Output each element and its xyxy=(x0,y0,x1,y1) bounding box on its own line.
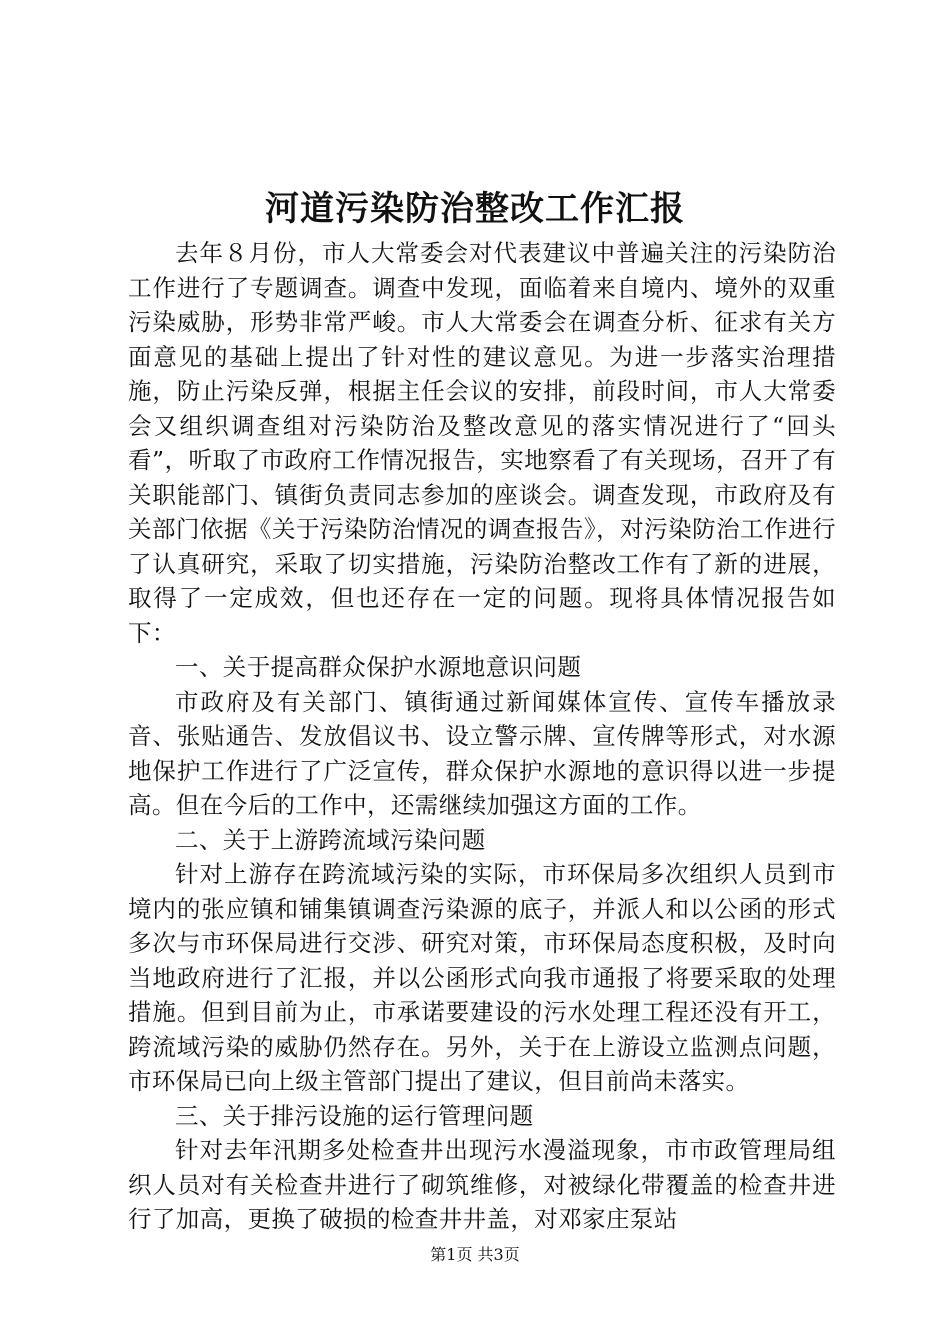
document-title: 河道污染防治整改工作汇报 xyxy=(265,189,685,229)
paragraph-section-3: 针对去年汛期多处检查井出现污水漫溢现象，市市政管理局组织人员对有关检查井进行了砌筑维修，对被绿化带覆盖的检查井进行了加高，更换了破损的检查井井盖，对邓家庄泵站 xyxy=(128,1136,836,1233)
section-heading-1: 一、关于提高群众保护水源地意识问题 xyxy=(175,653,582,681)
section-heading-2: 二、关于上游跨流域污染问题 xyxy=(175,825,486,854)
paragraph-intro: 去年８月份，市人大常委会对代表建议中普遍关注的污染防治工作进行了专题调查。调查中发现，面临着来自境内、境外的双重污染威胁，形势非常严峻。市人大常委会在调查分析、征求有关方面意见的基础上提出了针对性的建议意见。为进一步落实治理措施，防止污染反弹，根据主任会议的安排，前段时间，市人大常委会又组织调查组对污染防治及整改意见的落实情况进行了“回头看”，听取了市政府工作情况报告，实地察看了有关现场，召开了有关职能部门、镇街负责同志参加的座谈会。调查发现，市政府及有关部门依据《关于污染防治情况的调查报告》，对污染防治工作进行了认真研究，采取了切实措施，污染防治整改工作有了新的进展，取得了一定成效，但也还存在一定的问题。现将具体情况报告如下： xyxy=(128,239,836,647)
paragraph-section-2: 针对上游存在跨流域污染的实际，市环保局多次组织人员到市境内的张应镇和铺集镇调查污染源的底子，并派人和以公函的形式多次与市环保局进行交涉、研究对策，市环保局态度积极，及时向当地政府进行了汇报，并以公函形式向我市通报了将要采取的处理措施。但到目前为止，市承诺要建设的污水处理工程还没有开工，跨流域污染的威胁仍然存在。另外，关于在上游设立监测点问题，市环保局已向上级主管部门提出了建议，但目前尚未落实。 xyxy=(128,860,836,1095)
paragraph-section-1: 市政府及有关部门、镇街通过新闻媒体宣传、宣传车播放录音、张贴通告、发放倡议书、设立警示牌、宣传牌等形式，对水源地保护工作进行了广泛宣传，群众保护水源地的意识得以进一步提高。但在今后的工作中，还需继续加强这方面的工作。 xyxy=(128,687,836,819)
section-heading-3: 三、关于排污设施的运行管理问题 xyxy=(175,1101,534,1130)
page-number-footer: 第1页 共3页 xyxy=(430,1245,520,1264)
document-body xyxy=(128,236,836,1237)
